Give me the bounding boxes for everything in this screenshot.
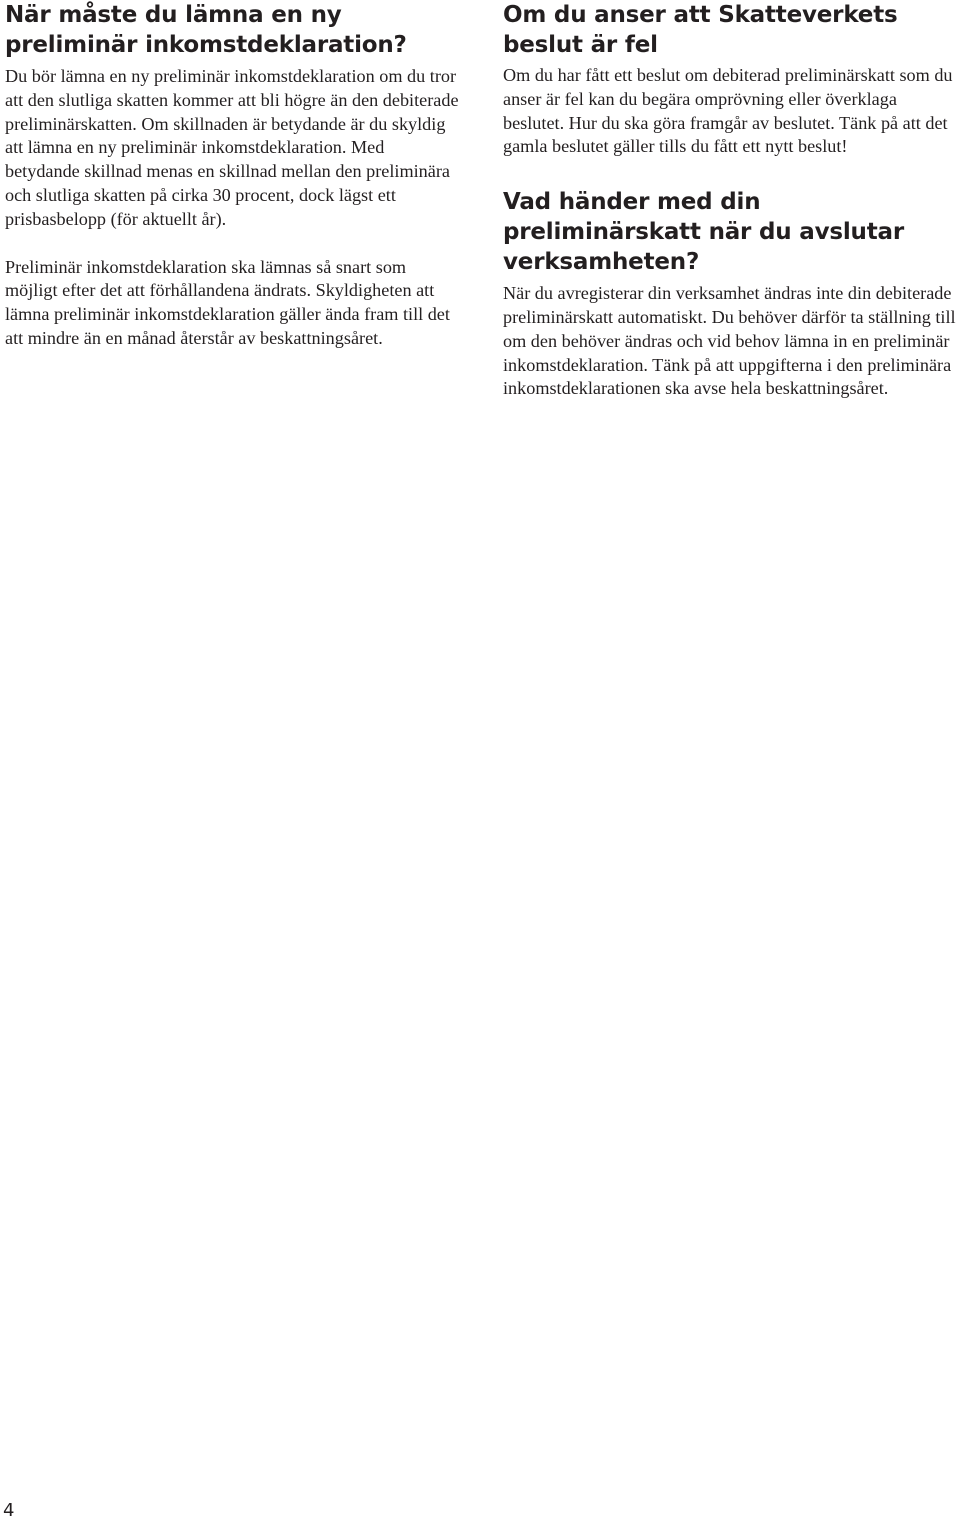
section-heading-new-declaration: När måste du lämna en ny preliminär inkomstdeklaration? [5, 2, 407, 58]
section-heading-end-business: Vad händer med din preliminärskatt när du avslutar verksamheten? [503, 189, 904, 276]
right-column [503, 0, 960, 401]
left-column [5, 0, 463, 351]
page-number: 4 [3, 1500, 15, 1521]
paragraph-new-declaration-2: Preliminär inkomstdeklaration ska lämnas så snart som möjligt efter det att förhållandena ändrats. Skyldigheten att lämna preliminär inkomstdeklaration gäller ända fram till det att mindre än en månad återstår av beskattningsåret. [5, 256, 450, 348]
paragraph-end-business: När du avregisterar din verksamhet ändras inte din debiterade preliminärskatt automatiskt. Du behöver därför ta ställning till om den behöver ändras och vid behov lämna in en preliminär inkomstdeklaration. Tänk på att uppgifterna i den preliminära inkomstdeklarationen ska avse hela beskattningsåret. [503, 283, 956, 399]
paragraph-appeal: Om du har fått ett beslut om debiterad preliminärskatt som du anser är fel kan du begära omprövning eller överklaga beslutet. Hur du ska göra framgår av beslutet. Tänk på att det gamla beslutet gäller tills du fått ett nytt beslut! [503, 65, 953, 157]
section-heading-appeal: Om du anser att Skatteverkets beslut är fel [503, 2, 898, 58]
paragraph-new-declaration-1: Du bör lämna en ny preliminär inkomstdeklaration om du tror att den slutliga skatten kommer att bli högre än den debiterade preliminärskatten. Om skillnaden är betydande är du skyldig att lämna en ny preliminär inkomstdeklaration. Med betydande skillnad menas en skillnad mellan den preliminära och slutliga skatten på cirka 30 procent, dock lägst ett prisbasbelopp (för aktuellt år). [5, 66, 459, 229]
